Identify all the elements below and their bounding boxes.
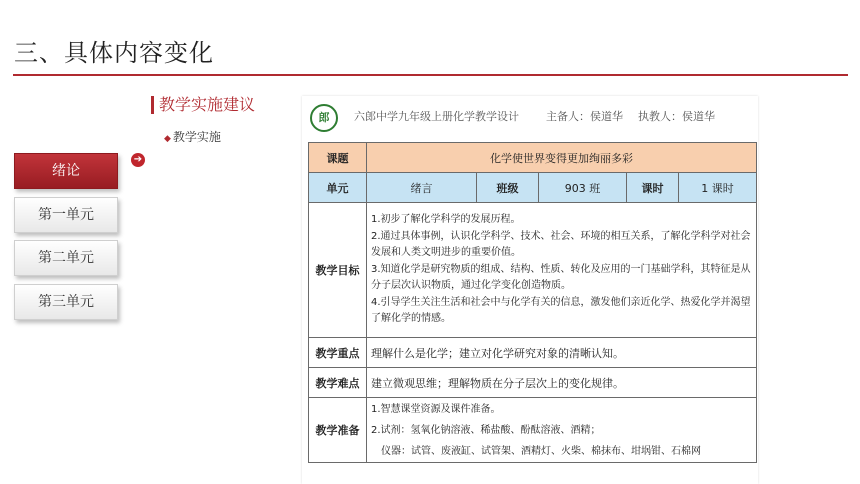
section-bullet bbox=[164, 128, 221, 145]
table-row-unit bbox=[309, 173, 757, 203]
section-heading: 教学实施建议 bbox=[151, 96, 255, 114]
key-point-value: 理解什么是化学；建立对化学研究对象的清晰认知。 bbox=[367, 338, 757, 368]
nav-button-unit-3[interactable]: 第三单元 bbox=[14, 284, 118, 320]
bullet-diamond-icon: ◆ bbox=[164, 134, 171, 144]
unit-value: 绪言 bbox=[367, 173, 477, 203]
table-row-difficulty bbox=[309, 368, 757, 398]
class-value: 903 班 bbox=[539, 173, 627, 203]
period-label: 课时 bbox=[627, 173, 679, 203]
arrow-right-icon[interactable]: ➔ bbox=[131, 153, 145, 167]
preparation-item: 1.智慧课堂资源及课件准备。 bbox=[371, 403, 501, 415]
period-value: 1 课时 bbox=[679, 173, 757, 203]
table-row-goals bbox=[309, 203, 757, 338]
table-row-preparation bbox=[309, 398, 757, 463]
page-title: 三、具体内容变化 bbox=[14, 39, 214, 67]
title-divider bbox=[13, 74, 848, 76]
section-bullet-label: 教学实施 bbox=[172, 130, 221, 144]
goal-item: 1.初步了解化学科学的发展历程。 bbox=[371, 214, 521, 226]
table-row-key-point bbox=[309, 338, 757, 368]
lesson-plan-table bbox=[308, 142, 757, 463]
difficulty-label: 教学难点 bbox=[309, 368, 367, 398]
goals-cell bbox=[367, 203, 757, 338]
goal-item: 2.通过具体事例，认识化学科学、技术、社会、环境的相互关系，了解化学科学对社会发展和人类文明进步的重要价值。 bbox=[371, 230, 751, 259]
document-header bbox=[302, 96, 758, 136]
class-label: 班级 bbox=[477, 173, 539, 203]
preparation-item: 仪器：试管、废液缸、试管架、酒精灯、火柴、棉抹布、坩埚钳、石棉网 bbox=[381, 445, 701, 457]
topic-value: 化学使世界变得更加绚丽多彩 bbox=[367, 143, 757, 173]
topic-label: 课题 bbox=[309, 143, 367, 173]
document-preparer: 主备人：侯道华 bbox=[546, 110, 623, 123]
difficulty-value: 建立微观思维；理解物质在分子层次上的变化规律。 bbox=[367, 368, 757, 398]
key-point-label: 教学重点 bbox=[309, 338, 367, 368]
goal-item: 3.知道化学是研究物质的组成、结构、性质、转化及应用的一门基础学科，其特征是从分子层次认识物质，通过化学变化创造物质。 bbox=[371, 263, 751, 292]
lesson-plan-document bbox=[302, 96, 758, 484]
unit-label: 单元 bbox=[309, 173, 367, 203]
preparation-item: 2.试剂：氢氧化钠溶液、稀盐酸、酚酞溶液、酒精； bbox=[371, 424, 601, 436]
preparation-label: 教学准备 bbox=[309, 398, 367, 463]
nav-button-unit-2[interactable]: 第二单元 bbox=[14, 240, 118, 276]
school-logo-icon: 郎 bbox=[310, 104, 338, 132]
goals-label: 教学目标 bbox=[309, 203, 367, 338]
table-row-topic bbox=[309, 143, 757, 173]
document-teacher: 执教人：侯道华 bbox=[638, 110, 715, 123]
nav-button-intro[interactable]: 绪论 bbox=[14, 153, 118, 189]
nav-button-unit-1[interactable]: 第一单元 bbox=[14, 197, 118, 233]
document-school-title: 六郎中学九年级上册化学教学设计 bbox=[354, 110, 519, 123]
goal-item: 4.引导学生关注生活和社会中与化学有关的信息，激发他们亲近化学、热爱化学并渴望了解化学的情感。 bbox=[371, 296, 751, 325]
preparation-cell bbox=[367, 398, 757, 463]
